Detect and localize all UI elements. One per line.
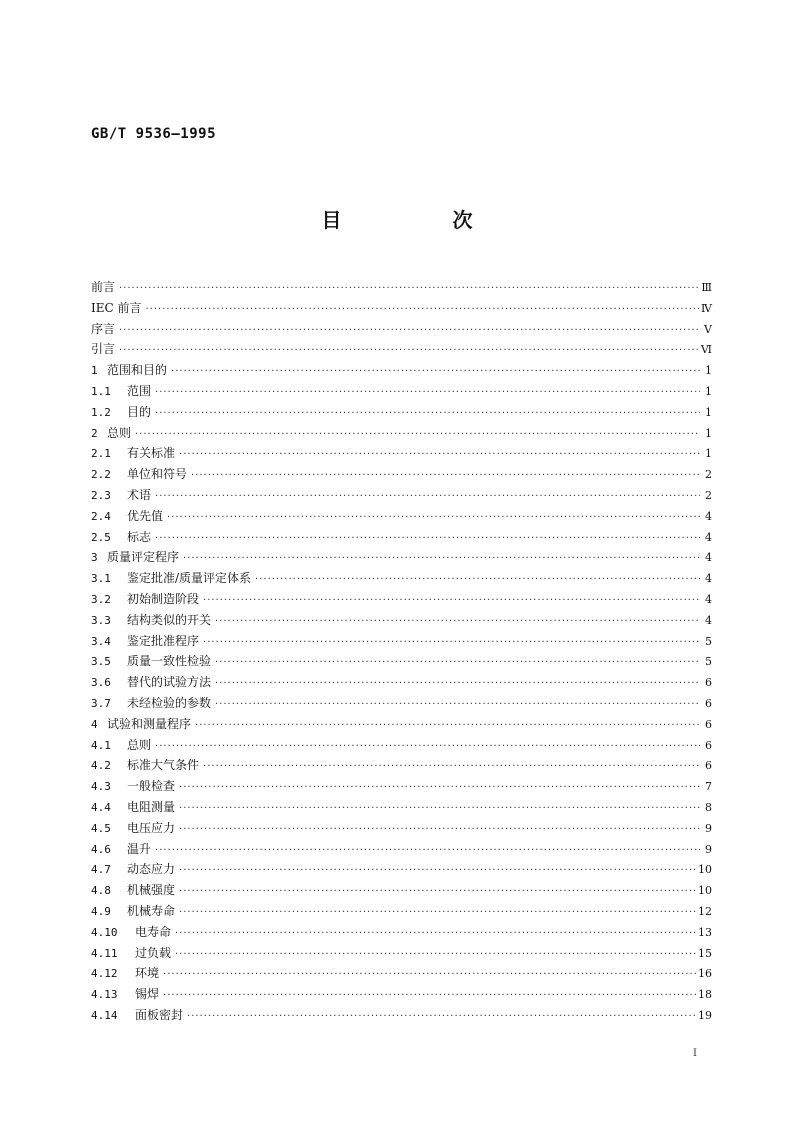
toc-dot-leader [191, 466, 700, 487]
toc-entry [91, 423, 712, 444]
toc-dot-leader [163, 965, 696, 986]
toc-entry-number: 2.5 [91, 530, 111, 544]
toc-entry-page: 2 [705, 488, 712, 502]
toc-dot-leader [171, 362, 700, 383]
toc-entry-number: 3.1 [91, 572, 111, 586]
toc-entry-label: 前言 [91, 280, 116, 294]
table-of-contents [91, 277, 712, 1026]
toc-entry [91, 527, 712, 548]
toc-entry-label: 电压应力 [127, 820, 176, 835]
toc-dot-leader [119, 279, 699, 300]
toc-dot-leader [183, 549, 700, 570]
toc-entry-label: 一般检查 [127, 779, 176, 794]
toc-entry [91, 776, 712, 797]
toc-entry [91, 589, 712, 610]
toc-entry-page: 10 [698, 884, 712, 898]
toc-dot-leader [135, 425, 700, 446]
toc-dot-leader [155, 487, 700, 508]
toc-entry-number: 4 [91, 717, 98, 731]
toc-entry [91, 839, 712, 860]
toc-entry-label: 范围和目的 [107, 363, 168, 378]
toc-entry-label: 机械寿命 [127, 903, 176, 918]
toc-entry-number: 3.4 [91, 634, 111, 648]
toc-entry [91, 797, 712, 818]
toc-entry [91, 360, 712, 381]
toc-entry-page: 4 [705, 613, 712, 627]
toc-dot-leader [203, 591, 700, 612]
toc-entry-page: 4 [705, 572, 712, 586]
toc-entry-page: 2 [705, 468, 712, 482]
toc-entry-label: 有关标准 [127, 446, 176, 461]
toc-entry [91, 464, 712, 485]
toc-dot-leader [179, 903, 696, 924]
toc-entry-label: 序言 [91, 321, 116, 336]
toc-entry-number: 4.3 [91, 780, 111, 794]
toc-entry-page: 5 [705, 655, 712, 669]
toc-entry-number: 4.12 [91, 967, 118, 981]
toc-entry-number: 4.13 [91, 988, 118, 1002]
toc-entry-label: 术语 [127, 487, 152, 502]
toc-entry-page: 10 [698, 863, 712, 877]
toc-entry-number: 3.5 [91, 655, 111, 669]
toc-entry [91, 922, 712, 943]
toc-entry-number: 3 [91, 551, 98, 565]
toc-entry-page: 6 [705, 759, 712, 773]
toc-entry-label: 动态应力 [127, 862, 176, 877]
toc-entry-page: 1 [705, 384, 712, 398]
toc-entry-page: 18 [698, 988, 712, 1002]
toc-entry [91, 381, 712, 402]
toc-entry [91, 443, 712, 464]
toc-entry [91, 277, 712, 298]
toc-entry-number: 1 [91, 364, 98, 378]
toc-entry-label: 初始制造阶段 [127, 591, 200, 606]
toc-entry-page: Ⅳ [701, 301, 712, 315]
toc-entry-label: 过负载 [135, 945, 172, 960]
toc-entry [91, 402, 712, 423]
toc-entry-number: 3.2 [91, 592, 111, 606]
toc-entry-page: Ⅴ [704, 322, 712, 336]
toc-entry-label: 标准大气条件 [127, 758, 200, 773]
toc-entry-number: 4.5 [91, 821, 111, 835]
toc-entry [91, 901, 712, 922]
toc-entry-number: 4.7 [91, 863, 111, 877]
toc-dot-leader [155, 383, 700, 404]
toc-entry [91, 547, 712, 568]
toc-entry-page: 4 [705, 592, 712, 606]
toc-entry-page: Ⅲ [701, 281, 712, 294]
toc-entry [91, 735, 712, 756]
toc-dot-leader [215, 695, 700, 716]
toc-entry-label: 质量一致性检验 [127, 654, 212, 669]
toc-dot-leader [203, 633, 700, 654]
toc-entry-page: 9 [705, 842, 712, 856]
toc-entry [91, 319, 712, 340]
toc-dot-leader [179, 820, 700, 841]
toc-dot-leader [175, 945, 696, 966]
toc-entry-page: 7 [705, 780, 712, 794]
toc-entry-page: 19 [698, 1008, 712, 1022]
toc-entry-page: 4 [705, 551, 712, 565]
toc-entry [91, 714, 712, 735]
toc-entry-label: 鉴定批准程序 [127, 633, 200, 648]
toc-entry-label: IEC 前言 [91, 300, 142, 315]
toc-entry-number: 4.4 [91, 800, 111, 814]
toc-dot-leader [155, 737, 700, 758]
toc-dot-leader [146, 300, 700, 321]
toc-entry-page: 15 [698, 946, 712, 960]
toc-entry [91, 943, 712, 964]
toc-entry-number: 4.14 [91, 1008, 118, 1022]
toc-dot-leader [255, 570, 700, 591]
toc-entry [91, 651, 712, 672]
toc-entry-label: 电阻测量 [127, 799, 176, 814]
toc-entry-label: 目的 [127, 404, 152, 419]
toc-dot-leader [203, 757, 700, 778]
toc-entry-label: 优先值 [127, 508, 164, 523]
toc-entry-page: 13 [698, 925, 712, 939]
toc-dot-leader [179, 882, 696, 903]
toc-entry [91, 693, 712, 714]
toc-entry-number: 4.8 [91, 884, 111, 898]
toc-entry-number: 1.2 [91, 405, 111, 419]
toc-entry-page: 16 [698, 967, 712, 981]
toc-entry-number: 4.2 [91, 759, 111, 773]
toc-entry-page: 6 [705, 738, 712, 752]
toc-entry-page: 12 [698, 904, 712, 918]
toc-dot-leader [187, 1007, 696, 1028]
toc-entry-label: 替代的试验方法 [127, 675, 212, 690]
page-number: Ⅰ [693, 1048, 697, 1059]
toc-entry [91, 672, 712, 693]
toc-dot-leader [163, 986, 696, 1007]
toc-entry-number: 2 [91, 426, 98, 440]
toc-entry [91, 631, 712, 652]
toc-entry [91, 485, 712, 506]
toc-entry-label: 环境 [135, 966, 160, 981]
toc-entry-label: 结构类似的开关 [127, 612, 212, 627]
toc-title: 目 次 [321, 208, 525, 232]
toc-entry-page: 9 [705, 821, 712, 835]
toc-entry-label: 机械强度 [127, 883, 176, 898]
toc-entry-page: 6 [705, 696, 712, 710]
toc-dot-leader [119, 341, 699, 362]
toc-entry [91, 963, 712, 984]
toc-entry-label: 电寿命 [135, 924, 172, 939]
toc-entry [91, 880, 712, 901]
toc-entry-label: 面板密封 [135, 1007, 184, 1022]
standard-code: GB/T 9536—1995 [91, 126, 217, 142]
toc-dot-leader [179, 445, 700, 466]
toc-entry-number: 3.3 [91, 613, 111, 627]
toc-dot-leader [175, 924, 696, 945]
toc-entry-number: 4.6 [91, 842, 111, 856]
toc-entry-label: 质量评定程序 [107, 550, 180, 565]
toc-dot-leader [215, 653, 700, 674]
toc-entry-label: 标志 [127, 529, 152, 544]
toc-entry-number: 4.9 [91, 904, 111, 918]
toc-dot-leader [155, 841, 700, 862]
toc-entry [91, 1005, 712, 1026]
toc-dot-leader [179, 778, 700, 799]
toc-dot-leader [215, 612, 700, 633]
toc-entry [91, 755, 712, 776]
toc-entry-label: 范围 [127, 383, 152, 398]
toc-dot-leader [179, 861, 696, 882]
toc-dot-leader [119, 321, 700, 342]
toc-entry [91, 984, 712, 1005]
toc-entry-label: 总则 [127, 737, 152, 752]
toc-entry-number: 4.11 [91, 946, 118, 960]
toc-entry-label: 未经检验的参数 [127, 695, 212, 710]
toc-entry-number: 1.1 [91, 384, 111, 398]
toc-entry-number: 3.6 [91, 676, 111, 690]
toc-entry-label: 试验和测量程序 [107, 716, 192, 731]
toc-entry-number: 4.1 [91, 738, 111, 752]
toc-entry-number: 3.7 [91, 696, 111, 710]
toc-entry-label: 单位和符号 [127, 467, 188, 482]
toc-entry-label: 鉴定批准/质量评定体系 [127, 571, 252, 586]
toc-entry-page: 6 [705, 717, 712, 731]
toc-entry-label: 锡焊 [135, 987, 160, 1002]
toc-entry-page: 5 [705, 634, 712, 648]
toc-entry-page: 1 [705, 426, 712, 440]
toc-entry-number: 2.4 [91, 509, 111, 523]
toc-entry [91, 818, 712, 839]
toc-entry-page: 1 [705, 364, 712, 378]
toc-entry [91, 610, 712, 631]
toc-dot-leader [179, 799, 700, 820]
toc-entry-number: 2.2 [91, 468, 111, 482]
toc-entry [91, 859, 712, 880]
toc-entry-page: 6 [705, 676, 712, 690]
toc-entry-label: 引言 [91, 342, 116, 357]
toc-entry-number: 4.10 [91, 925, 118, 939]
toc-entry-number: 2.1 [91, 447, 111, 461]
toc-entry [91, 506, 712, 527]
toc-dot-leader [167, 508, 700, 529]
toc-entry [91, 568, 712, 589]
toc-entry [91, 298, 712, 319]
toc-dot-leader [195, 716, 700, 737]
toc-entry-page: 1 [705, 447, 712, 461]
toc-entry-page: 4 [705, 509, 712, 523]
toc-entry-page: 8 [705, 800, 712, 814]
toc-entry [91, 339, 712, 360]
toc-entry-label: 总则 [107, 425, 132, 440]
toc-dot-leader [155, 529, 700, 550]
toc-entry-page: 1 [705, 405, 712, 419]
toc-entry-label: 温升 [127, 841, 152, 856]
toc-entry-page: 4 [705, 530, 712, 544]
toc-dot-leader [155, 404, 700, 425]
toc-dot-leader [215, 674, 700, 695]
toc-entry-page: Ⅵ [700, 343, 712, 357]
toc-entry-number: 2.3 [91, 488, 111, 502]
